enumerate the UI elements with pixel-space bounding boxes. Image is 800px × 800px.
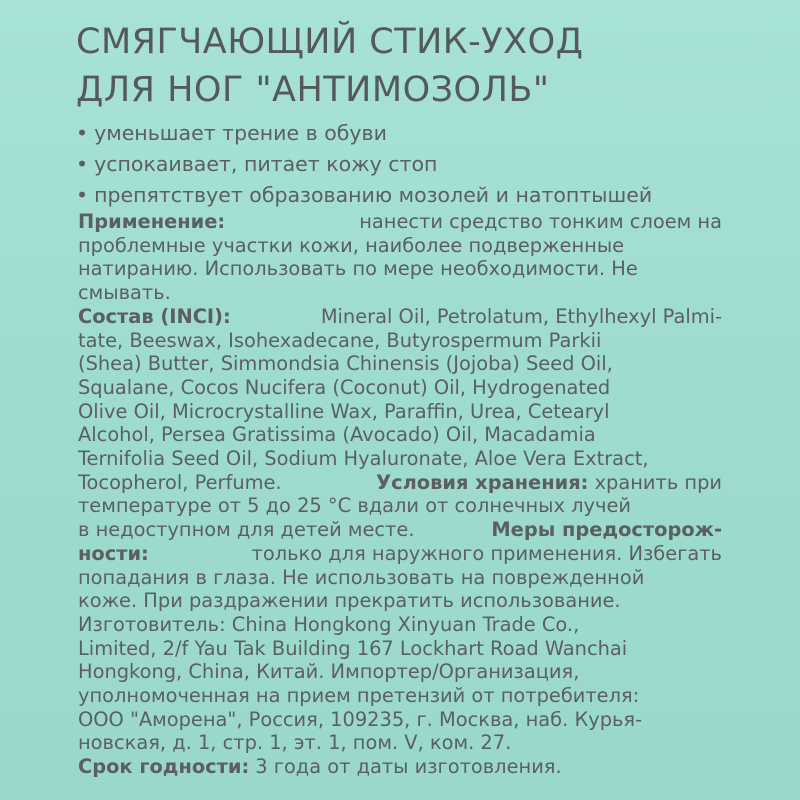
storage-text: в недоступном для детей месте. (78, 518, 415, 542)
text-line (78, 471, 722, 495)
composition-text: Mineral Oil, Petrolatum, Ethylhexyl Palmi- (320, 304, 722, 328)
storage-heading: Условия хранения: (376, 470, 589, 494)
text-line: смывать. (78, 281, 171, 305)
text-line: Hongkong, China, Китай. Импортер/Организация, (78, 660, 580, 684)
text-line (78, 518, 722, 542)
usage-text: нанести средство тонким слоем на (359, 210, 722, 233)
product-description (78, 210, 722, 779)
text-line: Limited, 2/f Yau Tak Building 167 Lockhart Road Wanchai (78, 636, 628, 660)
text-line: Изготовитель: China Hongkong Xinyuan Trade Co., (78, 612, 580, 636)
storage-text: хранить при (594, 470, 722, 494)
text-line: (Shea) Butter, Simmondsia Chinensis (Jojoba) Seed Oil, (78, 352, 613, 376)
usage-heading: Применение: (78, 210, 226, 233)
composition-text: Tocopherol, Perfume. (78, 470, 282, 494)
text-line: проблемные участки кожи, наиболее подверженные (78, 233, 625, 257)
text-line: уполномоченная на прием претензий от потребителя: (78, 684, 640, 708)
text-line (78, 542, 722, 566)
title-line-2: ДЛЯ НОГ "АНТИМОЗОЛЬ" (76, 70, 550, 110)
text-line: tate, Beeswax, Isohexadecane, Butyrospermum Parkii (78, 328, 602, 352)
text-line (78, 305, 722, 329)
text-line: попадания в глаза. Не использовать на поврежденной (78, 565, 645, 589)
text-line: Squalane, Cocos Nucifera (Coconut) Oil, Hydrogenated (78, 375, 611, 399)
benefit-item: • успокаивает, питает кожу стоп (76, 149, 652, 180)
text-line: Olive Oil, Microcrystalline Wax, Paraffin, Urea, Cetearyl (78, 399, 610, 423)
precautions-text: только для наружного применения. Избегать (251, 541, 722, 565)
text-line: Ternifolia Seed Oil, Sodium Hyaluronate, Aloe Vera Extract, (78, 447, 649, 471)
benefit-item: • препятствует образованию мозолей и натоптышей (76, 180, 652, 211)
title-line-1: СМЯГЧАЮЩИЙ СТИК-УХОД (76, 22, 584, 62)
text-line: ООО "Аморена", Россия, 109235, г. Москва, наб. Курья- (78, 707, 643, 731)
shelf-life-text: 3 года от даты изготовления. (255, 755, 562, 779)
text-line (78, 210, 722, 234)
product-title (76, 18, 583, 114)
benefits-list (76, 118, 652, 211)
text-line: натиранию. Использовать по мере необходимости. Не (78, 257, 638, 281)
composition-heading: Состав (INCI): (78, 304, 231, 328)
precautions-heading: ности: (78, 541, 149, 565)
text-line: температуре от 5 до 25 °C вдали от солнечных лучей (78, 494, 631, 518)
shelf-life-line (78, 755, 722, 779)
text-line: новская, д. 1, стр. 1, эт. 1, пом. V, ком. 27. (78, 731, 512, 755)
precautions-heading: Меры предосторож- (491, 518, 722, 542)
benefit-item: • уменьшает трение в обуви (76, 118, 652, 149)
shelf-life-heading: Срок годности: (78, 755, 250, 779)
text-line: коже. При раздражении прекратить использование. (78, 589, 621, 613)
text-line: Alcohol, Persea Gratissima (Avocado) Oil, Macadamia (78, 423, 596, 447)
